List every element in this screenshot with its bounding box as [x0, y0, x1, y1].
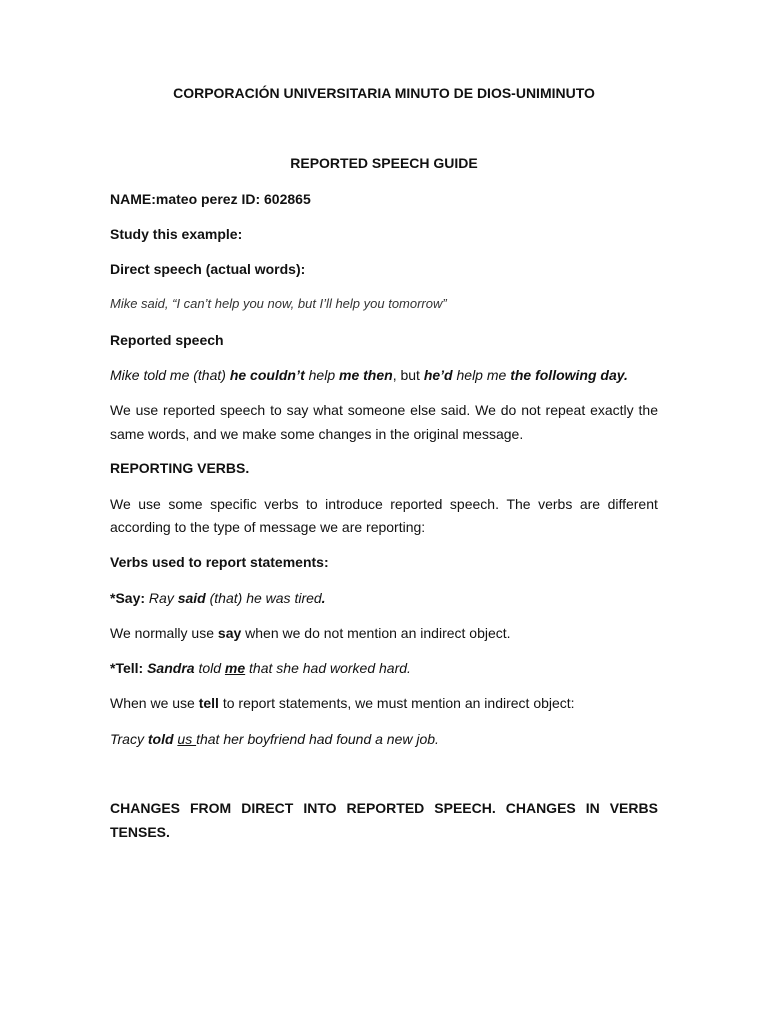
say-part-2: said — [177, 590, 206, 606]
tell-label: *Tell: — [110, 660, 144, 676]
say-part-3: (that) he was tired — [205, 590, 322, 606]
reported-part-7: help me — [452, 367, 511, 383]
paragraph-1-word: repeat — [545, 402, 586, 418]
say-note-part-3: when we do not mention an indirect object. — [241, 625, 511, 641]
tell-part-2: told — [194, 660, 225, 676]
changes-heading-word: SPEECH. — [434, 800, 496, 816]
paragraph-2-line-1 — [110, 492, 658, 516]
paragraph-1-word: speech — [220, 402, 266, 418]
tracy-part-5: that her boyfriend had found a new job. — [196, 731, 439, 747]
tell-part-3: me — [224, 660, 246, 676]
paragraph-2-word: different — [607, 496, 658, 512]
tell-example — [110, 656, 658, 680]
reporting-verbs-heading: REPORTING VERBS. — [110, 460, 250, 476]
reported-part-8: the following day. — [510, 367, 628, 383]
tracy-example — [110, 727, 658, 751]
direct-speech-example: Mike said, “I can’t help you now, but I’ll help you tomorrow” — [110, 296, 447, 311]
paragraph-2-word: reported — [390, 496, 443, 512]
changes-heading-line-2: TENSES. — [110, 824, 170, 840]
reported-part-2: he couldn’t — [229, 367, 305, 383]
reported-part-5: , but — [392, 367, 424, 383]
paragraph-2-word: verbs — [264, 496, 299, 512]
say-note — [110, 621, 658, 645]
paragraph-1-word: use — [135, 402, 159, 418]
say-note-part-1: We normally use — [110, 625, 218, 641]
reported-speech-heading: Reported speech — [110, 332, 224, 348]
tell-note — [110, 691, 658, 715]
reported-part-1: Mike told me (that) — [110, 367, 230, 383]
tell-part-4: that she had worked hard. — [245, 660, 411, 676]
tell-note-part-1: When we use — [110, 695, 199, 711]
reported-speech-example — [110, 363, 658, 387]
name-id-line: NAME:mateo perez ID: 602865 — [110, 191, 311, 207]
paragraph-2-word: to — [305, 496, 318, 512]
paragraph-2-word: some — [168, 496, 203, 512]
paragraph-2-word: are — [579, 496, 601, 512]
say-part-1: Ray — [145, 590, 178, 606]
changes-heading-word: IN — [585, 800, 600, 816]
reported-part-4: me then — [339, 367, 393, 383]
paragraph-1-word: to — [270, 402, 282, 418]
changes-heading-word: INTO — [303, 800, 337, 816]
changes-heading-word: FROM — [190, 800, 232, 816]
paragraph-2-line-2: according to the type of message we are reporting: — [110, 519, 426, 535]
paragraph-1-word: We — [475, 402, 496, 418]
changes-heading-word: VERBS — [609, 800, 658, 816]
paragraph-1-word: someone — [347, 402, 406, 418]
page-title: REPORTED SPEECH GUIDE — [290, 155, 478, 171]
paragraph-1-word: do — [500, 402, 517, 418]
paragraph-1-word: said. — [440, 402, 471, 418]
paragraph-1-word: say — [286, 402, 309, 418]
tell-part-1: Sandra — [143, 660, 195, 676]
paragraph-1-word: else — [410, 402, 436, 418]
say-example — [110, 586, 658, 610]
changes-heading-word: REPORTED — [346, 800, 425, 816]
tell-note-part-2: tell — [198, 695, 219, 711]
tracy-part-4: us — [177, 731, 197, 747]
paragraph-1-word: exactly — [590, 402, 634, 418]
reported-part-6: he’d — [423, 367, 453, 383]
institution-heading: CORPORACIÓN UNIVERSITARIA MINUTO DE DIOS-UNIMINUTO — [173, 85, 595, 101]
paragraph-1-line-2: same words, and we make some changes in the original message. — [110, 426, 524, 442]
statements-heading: Verbs used to report statements: — [110, 554, 329, 570]
tracy-part-1: Tracy — [110, 731, 148, 747]
say-part-4: . — [321, 590, 326, 606]
study-example-heading: Study this example: — [110, 226, 243, 242]
paragraph-1-word: reported — [163, 402, 216, 418]
say-note-part-2: say — [217, 625, 242, 641]
tracy-part-2: told — [147, 731, 174, 747]
paragraph-2-word: speech. — [449, 496, 499, 512]
paragraph-1-word: not — [521, 402, 541, 418]
paragraph-2-word: specific — [210, 496, 257, 512]
say-label: *Say: — [110, 590, 146, 606]
changes-heading-line-1 — [110, 796, 658, 820]
paragraph-1-word: the — [638, 402, 658, 418]
paragraph-2-word: We — [110, 496, 131, 512]
paragraph-1-line-1 — [110, 398, 658, 422]
paragraph-2-word: introduce — [325, 496, 383, 512]
paragraph-2-word: use — [138, 496, 161, 512]
paragraph-1-word: what — [313, 402, 343, 418]
paragraph-2-word: verbs — [538, 496, 573, 512]
changes-heading-word: DIRECT — [241, 800, 294, 816]
changes-heading-word: CHANGES — [110, 800, 181, 816]
reported-part-3: help — [304, 367, 339, 383]
changes-heading-word: CHANGES — [505, 800, 576, 816]
paragraph-1-word: We — [110, 402, 131, 418]
paragraph-2-word: The — [506, 496, 531, 512]
tell-note-part-3: to report statements, we must mention an indirect object: — [218, 695, 575, 711]
direct-speech-heading: Direct speech (actual words): — [110, 261, 306, 277]
